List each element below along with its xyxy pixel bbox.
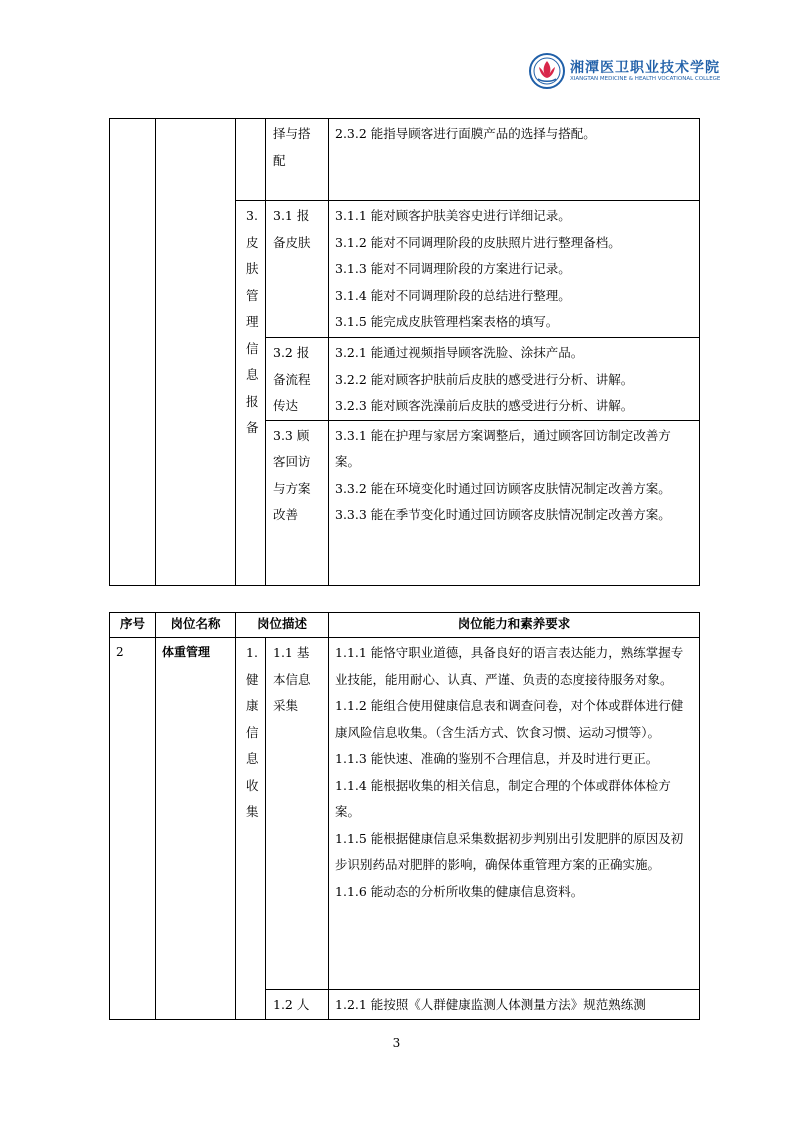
subcategory-cell [266, 201, 329, 338]
ability-item: 3.2.2 能对顾客护肤前后皮肤的感受进行分析、讲解。 [335, 371, 634, 387]
ability-item: 2.3.2 能指导顾客进行面膜产品的选择与搭配。 [335, 126, 596, 141]
number-cell [110, 119, 156, 586]
category-cell-skin-info [236, 201, 266, 586]
ability-item: 1.1.6 能动态的分析所收集的健康信息资料。 [335, 883, 584, 899]
category-char: 健 [246, 671, 259, 687]
subcategory-line: 配 [273, 152, 286, 168]
college-emblem-icon [528, 52, 566, 90]
ability-cell [329, 201, 700, 338]
ability-cell [329, 119, 700, 201]
post-name-cell: 体重管理 [156, 638, 236, 1020]
ability-cell [329, 420, 700, 585]
subcategory-cell: 1.2 人 [266, 990, 329, 1020]
ability-item: 3.3.1 能在护理与家居方案调整后，通过顾客回访制定改善方案。 [335, 427, 671, 469]
subcategory-line: 备流程 [273, 371, 311, 387]
ability-item: 1.1.5 能根据健康信息采集数据初步判别出引发肥胖的原因及初步识别药品对肥胖的影响，确保体重管理方案的正确实施。 [335, 830, 684, 872]
subcategory-cell [266, 119, 329, 201]
category-cell [236, 119, 266, 201]
category-char: 1. [246, 645, 258, 660]
ability-item: 1.1.4 能根据收集的相关信息，制定合理的个体或群体体检方案。 [335, 777, 671, 819]
subcategory-line: 择与搭 [273, 126, 311, 141]
competency-table-weight [109, 612, 700, 1020]
header-ability-requirements: 岗位能力和素养要求 [329, 613, 700, 638]
header-post-description: 岗位描述 [236, 613, 329, 638]
subcategory-cell [266, 638, 329, 990]
subcategory-line: 3.2 报 [273, 345, 310, 360]
number-cell: 2 [110, 638, 156, 1020]
ability-item: 3.1.1 能对顾客护肤美容史进行详细记录。 [335, 208, 571, 223]
subcategory-line: 本信息 [273, 671, 311, 687]
ability-item: 1.1.3 能快速、准确的鉴别不合理信息，并及时进行更正。 [335, 751, 659, 766]
subcategory-cell [266, 338, 329, 421]
ability-cell [329, 638, 700, 990]
ability-cell [329, 990, 700, 1020]
header-number: 序号 [110, 613, 156, 638]
subcategory-line: 1.1 基 [273, 645, 310, 660]
subcategory-line: 与方案 [273, 480, 311, 496]
category-char: 收 [246, 777, 259, 793]
college-logo [528, 52, 721, 96]
ability-item: 3.1.3 能对不同调理阶段的方案进行记录。 [335, 261, 571, 276]
category-char: 管 [246, 287, 259, 303]
ability-item: 1.2.1 能按照《人群健康监测人体测量方法》规范熟练测 [335, 997, 646, 1012]
category-char: 理 [246, 314, 259, 329]
category-char: 息 [246, 751, 259, 766]
subcategory-line: 客回访 [273, 454, 311, 469]
competency-table-continued [109, 118, 700, 586]
subcategory-line: 改善 [273, 507, 299, 522]
subcategory-line: 采集 [273, 698, 299, 713]
category-char: 备 [246, 420, 259, 435]
category-char: 集 [246, 804, 259, 819]
subcategory-line: 备皮肤 [273, 234, 311, 250]
ability-item: 3.2.3 能对顾客洗澡前后皮肤的感受进行分析、讲解。 [335, 398, 634, 413]
college-name: 湘潭医卫职业技术学院 [570, 60, 720, 76]
page-number: 3 [392, 1036, 401, 1050]
category-char: 肤 [246, 261, 259, 276]
subcategory-line: 3.3 顾 [273, 427, 310, 443]
ability-item: 3.2.1 能通过视频指导顾客洗脸、涂抹产品。 [335, 345, 584, 360]
category-char: 康 [246, 698, 259, 713]
header-post-name: 岗位名称 [156, 613, 236, 638]
college-english-name: XIANGTAN MEDICINE & HEALTH VOCATIONAL COLLEGE [570, 76, 721, 82]
ability-cell [329, 338, 700, 421]
category-char: 信 [246, 340, 259, 356]
ability-item: 3.1.2 能对不同调理阶段的皮肤照片进行整理备档。 [335, 234, 621, 250]
table-row [110, 638, 700, 990]
category-char: 皮 [246, 234, 259, 250]
table-row [110, 119, 700, 201]
ability-item: 3.3.3 能在季节变化时通过回访顾客皮肤情况制定改善方案。 [335, 507, 671, 522]
ability-item: 3.1.5 能完成皮肤管理档案表格的填写。 [335, 314, 559, 329]
ability-item: 1.1.1 能恪守职业道德，具备良好的语言表达能力，熟练掌握专业技能，能用耐心、认真、严谨、负责的态度接待服务对象。 [335, 645, 684, 687]
ability-item: 1.1.2 能组合使用健康信息表和调查问卷，对个体或群体进行健康风险信息收集。（含生活方式、饮食习惯、运动习惯等）。 [335, 698, 684, 740]
subcategory-line: 3.1 报 [273, 208, 310, 223]
category-char: 息 [246, 367, 259, 382]
subcategory-cell [266, 420, 329, 585]
category-char: 信 [246, 724, 259, 740]
subcategory-line: 传达 [273, 398, 299, 413]
ability-item: 3.3.2 能在环境变化时通过回访顾客皮肤情况制定改善方案。 [335, 480, 671, 496]
category-char: 3. [246, 208, 258, 223]
table-header-row [110, 613, 700, 638]
ability-item: 3.1.4 能对不同调理阶段的总结进行整理。 [335, 287, 571, 303]
post-name-cell [156, 119, 236, 586]
category-cell-health-info [236, 638, 266, 1020]
category-char: 报 [246, 393, 259, 409]
